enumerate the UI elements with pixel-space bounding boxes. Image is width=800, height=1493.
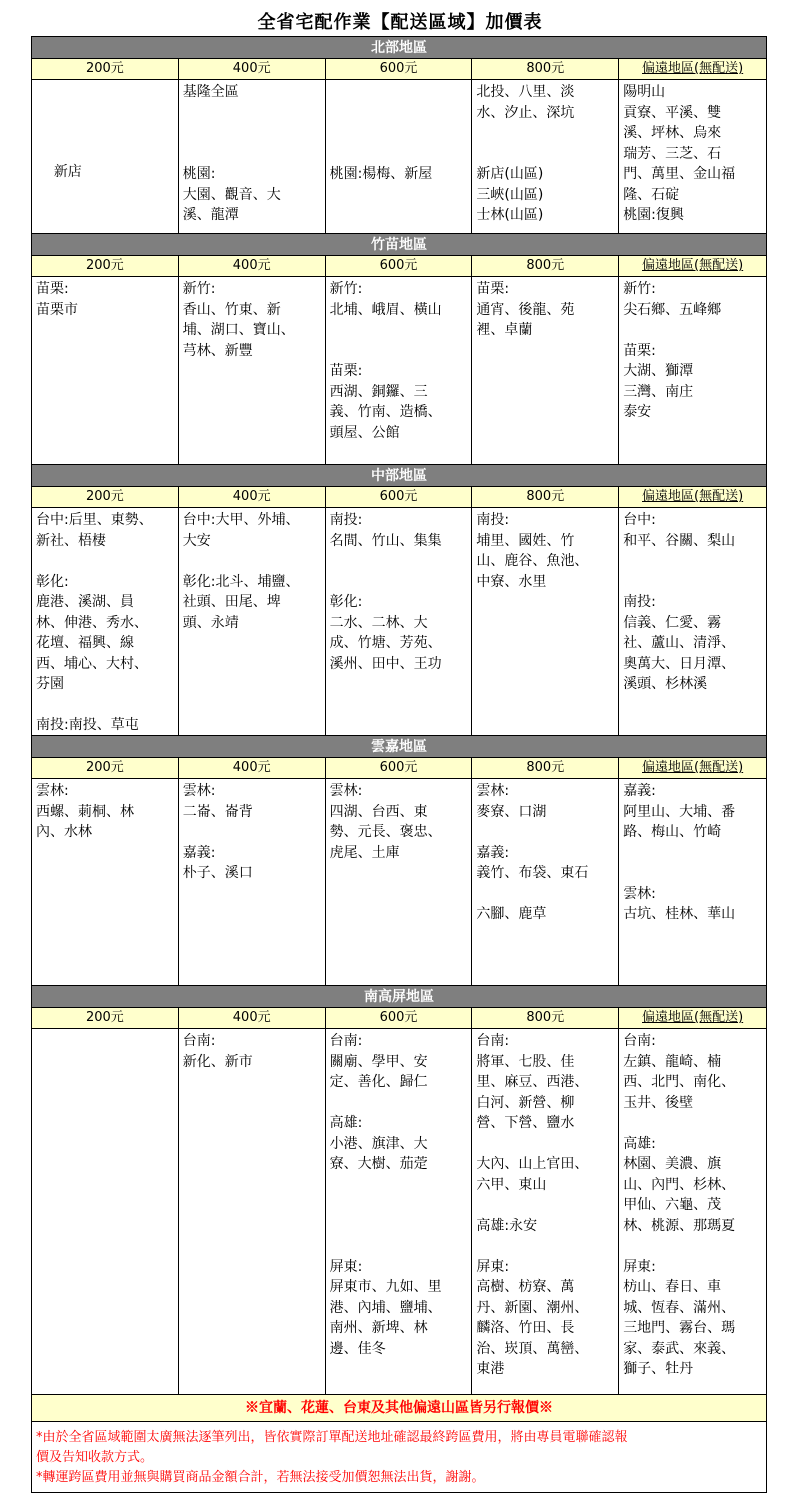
area-line: 台中:大甲、外埔、 <box>182 512 300 528</box>
area-line: 西螺、莿桐、林 <box>36 803 134 820</box>
area-cell <box>472 1029 619 1395</box>
region-header: 中部地區 <box>32 465 767 487</box>
area-line: 獅子、牡丹 <box>623 1361 694 1377</box>
area-line <box>623 320 762 341</box>
area-line <box>623 1113 762 1134</box>
area-line <box>330 1195 468 1216</box>
area-line: 六腳、鹿草 <box>476 906 547 922</box>
area-line: 尖石鄉、五峰鄉 <box>623 301 722 318</box>
area-line <box>330 1236 468 1257</box>
area-line: 門、萬里、金山福 <box>623 166 736 182</box>
price-header-row <box>32 256 767 277</box>
price-header-cell: 200元 <box>32 487 179 508</box>
area-line: 大安 <box>182 532 211 549</box>
area-line: 彰化: <box>36 573 69 590</box>
area-line: 西、北門、南化、 <box>623 1074 736 1090</box>
price-header-row <box>32 758 767 779</box>
region-header: 雲嘉地區 <box>32 736 767 758</box>
price-header-cell: 800元 <box>472 1008 619 1029</box>
area-line: 高雄: <box>329 1115 363 1131</box>
area-line <box>330 320 468 341</box>
area-line: 瑞芳、三芝、石 <box>623 145 722 162</box>
area-line: 古坑、桂林、華山 <box>623 906 736 922</box>
area-line: 南投: <box>329 512 363 528</box>
area-line: 雲林: <box>476 783 510 799</box>
area-line: 溪州、田中、王功 <box>329 655 442 672</box>
area-line: 奧萬大、日月潭、 <box>623 655 736 672</box>
area-line: 邊、佳冬 <box>329 1340 386 1357</box>
area-cell <box>32 277 179 465</box>
area-line: 苗栗市 <box>36 301 78 318</box>
area-line <box>330 572 468 593</box>
area-line <box>183 144 321 165</box>
area-line: 屏東: <box>329 1258 363 1275</box>
area-line: 將軍、七股、佳 <box>476 1053 575 1070</box>
area-line: 新化、新市 <box>182 1053 253 1070</box>
area-line: 大內、山上官田、 <box>476 1156 589 1172</box>
price-header-cell: 400元 <box>179 487 326 508</box>
area-line: 彰化:北斗、埔鹽、 <box>182 573 300 590</box>
area-line <box>476 822 614 843</box>
area-line: 裡、卓蘭 <box>476 322 533 338</box>
area-line <box>330 103 468 124</box>
area-cell <box>32 779 179 986</box>
area-line <box>330 144 468 165</box>
area-line: 桃園: <box>182 166 216 182</box>
area-line: 內、水林 <box>36 824 92 840</box>
area-line: 白河、新營、柳 <box>476 1094 575 1111</box>
area-line: 雲林: <box>36 783 69 799</box>
area-line: 頭屋、公館 <box>329 424 400 441</box>
area-line <box>36 551 174 572</box>
area-cell <box>472 277 619 465</box>
area-line: 貢寮、平溪、雙 <box>623 104 722 121</box>
area-line: 陽明山 <box>623 84 666 100</box>
note-line: *由於全省區域範圍太廣無法逐筆列出，皆依實際訂單配送地址確認最終跨區費用，將由專員電聯確認報 <box>36 1430 628 1445</box>
area-row <box>32 779 767 986</box>
price-header-row <box>32 1008 767 1029</box>
price-header-cell: 800元 <box>472 487 619 508</box>
area-line: 小港、旗津、大 <box>329 1135 428 1152</box>
area-line: 隆、石碇 <box>623 186 680 203</box>
area-line: 定、善化、歸仁 <box>329 1074 428 1090</box>
area-row <box>32 277 767 465</box>
price-header-row <box>32 59 767 80</box>
area-cell <box>619 508 767 736</box>
area-line: 山、鹿谷、魚池、 <box>476 553 589 569</box>
area-line <box>330 341 468 362</box>
area-line <box>330 1175 468 1196</box>
area-line: 路、梅山、竹崎 <box>623 824 722 840</box>
region-header: 竹苗地區 <box>32 234 767 256</box>
area-line: 二水、二林、大 <box>329 614 428 631</box>
area-line <box>623 1236 762 1257</box>
area-line: 新社、梧棲 <box>36 532 106 549</box>
area-line: 彰化: <box>329 594 363 610</box>
area-line <box>330 1216 468 1237</box>
area-line: 南投:南投、草屯 <box>36 717 139 733</box>
area-line: 三地門、霧台、瑪 <box>623 1320 736 1336</box>
area-line: 名間、竹山、集集 <box>329 532 442 549</box>
price-header-cell: 偏遠地區(無配送) <box>619 256 767 277</box>
area-line: 西湖、銅鑼、三 <box>329 383 428 400</box>
area-line: 台中:后里、東勢、 <box>36 512 153 528</box>
area-cell <box>179 779 326 986</box>
area-line: 關廟、學甲、安 <box>329 1053 428 1070</box>
area-cell <box>326 80 473 234</box>
area-line: 中寮、水里 <box>476 573 547 590</box>
area-line: 信義、仁愛、霧 <box>623 614 722 631</box>
area-row <box>32 508 767 736</box>
area-cell <box>179 508 326 736</box>
remote-areas-footer: ※宜蘭、花蓮、台東及其他偏遠山區皆另行報價※ <box>32 1395 767 1422</box>
area-line: 三灣、南庄 <box>623 383 694 400</box>
area-cell <box>179 277 326 465</box>
area-line: 林、桃源、那瑪夏 <box>623 1217 736 1234</box>
area-cell <box>179 1029 326 1395</box>
area-line: 嘉義: <box>182 844 216 861</box>
area-line: 溪、龍潭 <box>182 207 239 223</box>
area-line: 鹿港、溪湖、員 <box>36 594 134 610</box>
area-line: 雲林: <box>329 783 363 799</box>
area-line: 雲林: <box>623 885 656 902</box>
area-line <box>623 863 762 884</box>
area-line: 社、蘆山、清淨、 <box>623 635 736 651</box>
area-line: 基隆全區 <box>182 84 239 100</box>
area-line: 寮、大樹、茄萣 <box>329 1156 428 1172</box>
area-cell <box>472 508 619 736</box>
area-line: 社頭、田尾、埤 <box>182 594 281 610</box>
price-header-cell: 200元 <box>32 59 179 80</box>
area-cell <box>179 80 326 234</box>
area-line: 成、竹塘、芳苑、 <box>329 635 442 651</box>
area-line <box>476 144 614 165</box>
price-header-cell: 偏遠地區(無配送) <box>619 758 767 779</box>
area-line: 朴子、溪口 <box>182 865 253 881</box>
price-header-cell: 600元 <box>326 487 473 508</box>
area-line: 南投: <box>476 512 510 528</box>
area-line: 苗栗: <box>36 281 69 297</box>
note-line: 價及告知收款方式。 <box>36 1450 154 1465</box>
area-line: 新竹: <box>182 281 216 297</box>
area-cell <box>472 80 619 234</box>
area-line: 北埔、峨眉、橫山 <box>329 301 442 318</box>
area-line: 嘉義: <box>623 783 656 799</box>
area-line: 二崙、崙背 <box>182 803 253 820</box>
area-line <box>183 103 321 124</box>
area-line: 水、汐止、深坑 <box>476 104 575 121</box>
notes-box <box>32 1422 767 1493</box>
area-line <box>476 1134 614 1155</box>
area-line: 桃園:復興 <box>623 207 684 223</box>
page-title: 全省宅配作業【配送區域】加價表 <box>257 12 543 33</box>
area-line: 埔里、國姓、竹 <box>476 532 575 549</box>
area-line: 勢、元長、褒忠、 <box>329 824 442 840</box>
area-line: 頭、永靖 <box>182 614 239 631</box>
area-line: 高雄:永安 <box>476 1217 538 1234</box>
price-header-cell: 800元 <box>472 59 619 80</box>
area-line <box>330 551 468 572</box>
area-line <box>623 843 762 864</box>
price-header-cell: 400元 <box>179 256 326 277</box>
area-cell <box>32 508 179 736</box>
area-line <box>623 572 762 593</box>
area-line: 桃園:楊梅、新屋 <box>329 166 433 182</box>
area-line: 丹、新園、潮州、 <box>476 1299 589 1316</box>
price-header-cell: 200元 <box>32 256 179 277</box>
area-line: 義竹、布袋、東石 <box>476 865 589 881</box>
area-row <box>32 80 767 234</box>
price-header-cell: 600元 <box>326 758 473 779</box>
area-line: 香山、竹東、新 <box>182 301 281 318</box>
area-row <box>32 1029 767 1395</box>
area-line: 芎林、新豐 <box>182 342 253 359</box>
price-header-cell: 400元 <box>179 1008 326 1029</box>
price-header-cell: 偏遠地區(無配送) <box>619 59 767 80</box>
area-line: 六甲、東山 <box>476 1176 547 1193</box>
area-line <box>476 1236 614 1257</box>
area-line <box>183 822 321 843</box>
area-line: 芬園 <box>36 676 64 692</box>
area-line: 西、埔心、大村、 <box>36 655 148 672</box>
area-line: 苗栗: <box>476 281 510 297</box>
area-line: 苗栗: <box>329 363 363 379</box>
area-cell <box>326 779 473 986</box>
area-line: 城、恆春、滿州、 <box>623 1299 736 1316</box>
area-line: 治、崁頂、萬巒、 <box>476 1340 589 1357</box>
price-header-cell: 200元 <box>32 1008 179 1029</box>
area-line <box>330 123 468 144</box>
area-line: 甲仙、六龜、茂 <box>623 1197 722 1213</box>
area-cell <box>472 779 619 986</box>
area-cell <box>619 80 767 234</box>
area-line: 和平、谷關、梨山 <box>623 532 736 549</box>
area-line: 麟洛、竹田、長 <box>476 1320 575 1336</box>
area-line: 屏東: <box>623 1258 656 1275</box>
area-line: 泰安 <box>623 404 652 420</box>
price-header-cell: 600元 <box>326 256 473 277</box>
area-line: 林園、美濃、旗 <box>623 1156 722 1172</box>
area-line: 屏東: <box>476 1258 510 1275</box>
area-line: 義、竹南、造橋、 <box>329 404 442 420</box>
area-line: 新竹: <box>623 281 656 297</box>
area-line <box>476 123 614 144</box>
area-line: 左鎮、龍崎、楠 <box>623 1053 722 1070</box>
area-line: 台中: <box>623 512 656 528</box>
area-line: 嘉義: <box>476 844 510 861</box>
area-line: 台南: <box>329 1033 363 1049</box>
price-header-cell: 200元 <box>32 758 179 779</box>
area-line: 南州、新埤、林 <box>329 1320 428 1336</box>
area-line: 山、內門、杉林、 <box>623 1176 736 1193</box>
area-line <box>476 884 614 905</box>
area-line: 虎尾、土庫 <box>329 844 400 861</box>
area-cell <box>326 508 473 736</box>
area-cell <box>326 1029 473 1395</box>
area-line: 屏東市、九如、里 <box>329 1279 442 1295</box>
surcharge-table <box>31 36 767 1493</box>
area-line: 麥寮、口湖 <box>476 803 547 820</box>
area-line: 雲林: <box>182 783 216 799</box>
area-line: 南投: <box>623 594 656 610</box>
region-header: 南高屏地區 <box>32 986 767 1008</box>
area-line: 北投、八里、淡 <box>476 84 575 100</box>
area-cell <box>32 80 179 234</box>
area-cell <box>32 1029 179 1395</box>
area-line <box>623 551 762 572</box>
area-line: 大湖、獅潭 <box>623 363 694 379</box>
area-line <box>330 82 468 103</box>
area-line: 里、麻豆、西港、 <box>476 1074 589 1090</box>
area-line: 家、泰武、來義、 <box>623 1340 736 1357</box>
area-line: 高雄: <box>623 1135 656 1152</box>
area-line: 士林(山區) <box>476 207 544 223</box>
area-line: 新店(山區) <box>476 166 544 182</box>
area-line: 埔、湖口、寶山、 <box>182 322 295 338</box>
price-header-cell: 400元 <box>179 59 326 80</box>
area-line <box>183 123 321 144</box>
price-header-cell: 800元 <box>472 256 619 277</box>
area-line: 花壇、福興、線 <box>36 635 134 651</box>
area-line: 新竹: <box>329 281 363 297</box>
price-header-cell: 600元 <box>326 59 473 80</box>
area-cell <box>326 277 473 465</box>
area-line: 營、下營、鹽水 <box>476 1115 575 1131</box>
area-line: 港、內埔、鹽埔、 <box>329 1299 442 1316</box>
area-line: 苗栗: <box>623 342 656 359</box>
area-line: 新店 <box>53 164 82 181</box>
area-line: 三峽(山區) <box>476 186 544 203</box>
area-line: 大園、觀音、大 <box>182 186 281 203</box>
area-line <box>183 551 321 572</box>
area-line: 台南: <box>623 1033 656 1049</box>
area-line: 林、伸港、秀水、 <box>36 614 148 631</box>
area-line: 台南: <box>476 1033 510 1049</box>
area-cell <box>619 779 767 986</box>
area-line: 高樹、枋寮、萬 <box>476 1279 575 1295</box>
area-line: 枋山、春日、車 <box>623 1279 722 1295</box>
area-line: 台南: <box>182 1033 216 1049</box>
area-line: 阿里山、大埔、番 <box>623 803 736 820</box>
area-line: 通宵、後龍、苑 <box>476 301 575 318</box>
area-cell <box>619 277 767 465</box>
area-line <box>36 695 174 716</box>
area-line <box>476 1195 614 1216</box>
price-header-cell: 偏遠地區(無配送) <box>619 1008 767 1029</box>
price-header-cell: 800元 <box>472 758 619 779</box>
area-line: 玉井、後壁 <box>623 1094 694 1111</box>
note-line: *轉運跨區費用並無與購買商品金額合計，若無法接受加價恕無法出貨，謝謝。 <box>36 1470 485 1485</box>
price-header-cell: 400元 <box>179 758 326 779</box>
region-header: 北部地區 <box>32 37 767 59</box>
area-line <box>330 1093 468 1114</box>
price-header-cell: 偏遠地區(無配送) <box>619 487 767 508</box>
area-cell <box>619 1029 767 1395</box>
area-line: 溪、坪林、烏來 <box>623 125 722 141</box>
price-header-cell: 600元 <box>326 1008 473 1029</box>
area-line: 溪頭、杉林溪 <box>623 676 708 692</box>
area-line: 四湖、台西、東 <box>329 803 428 820</box>
price-header-row <box>32 487 767 508</box>
area-line: 東港 <box>476 1361 505 1377</box>
